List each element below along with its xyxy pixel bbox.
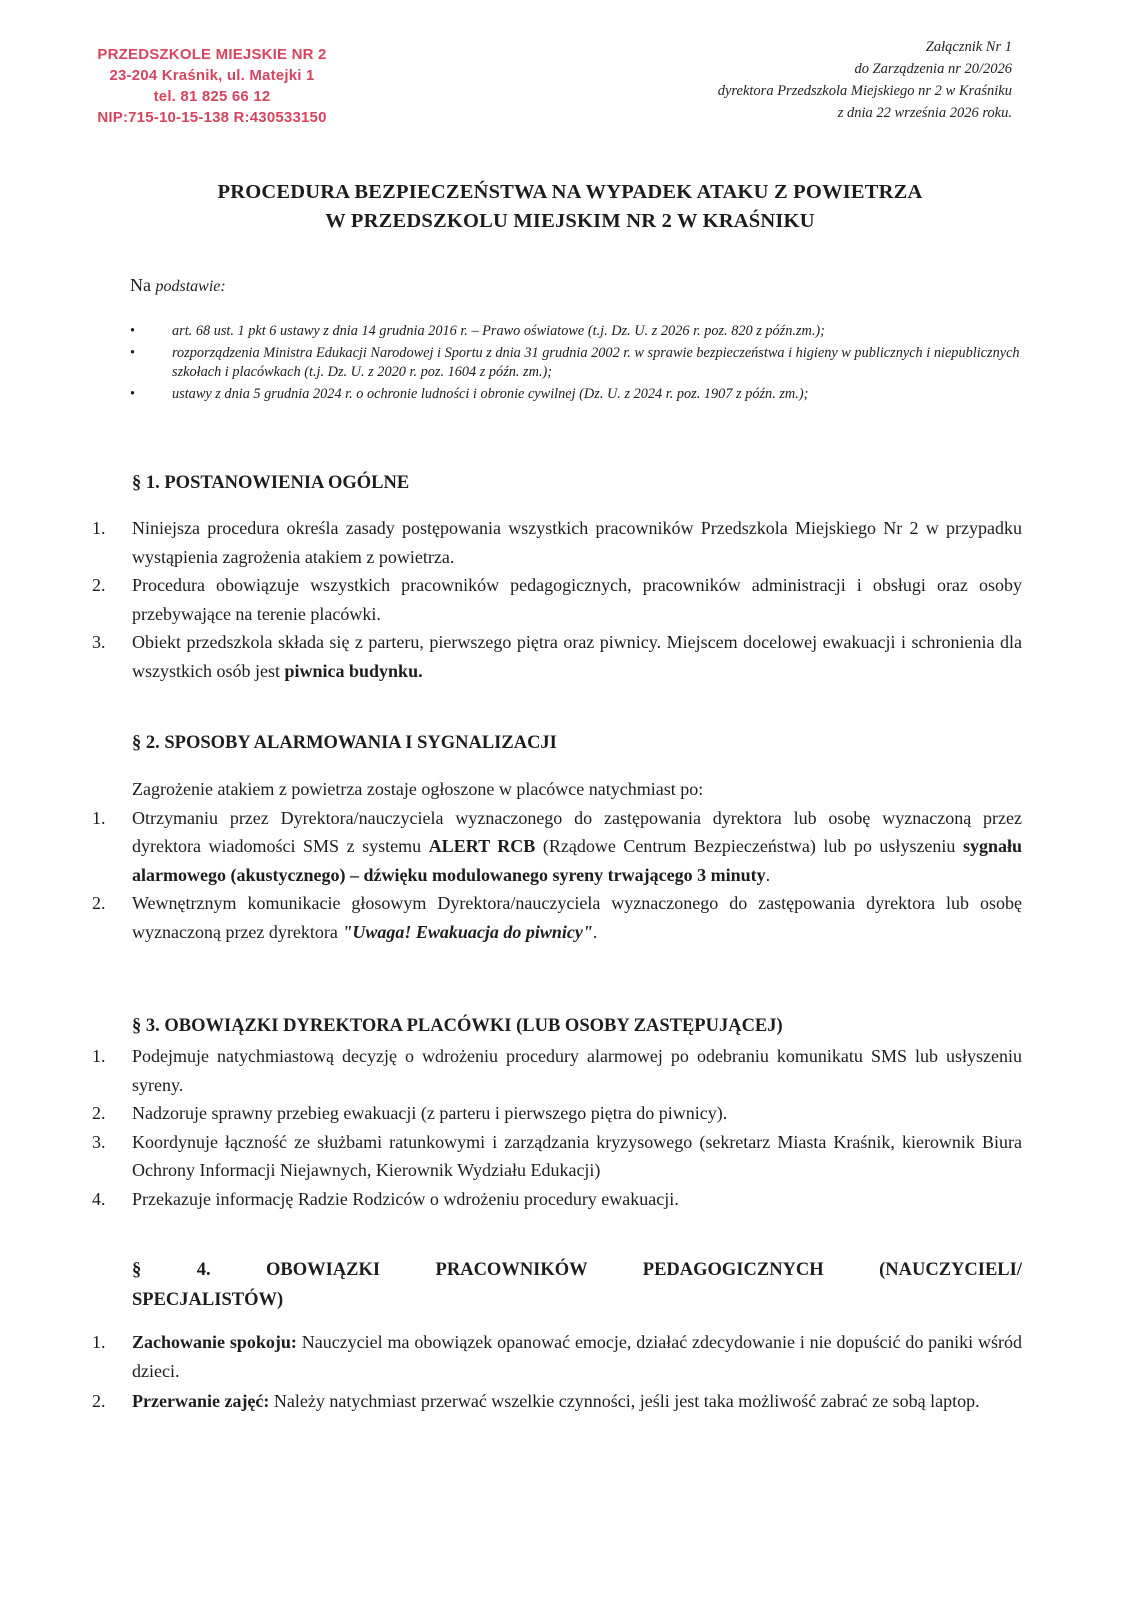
item-text: Procedura obowiązuje wszystkich pracowników pedagogicznych, pracowników administracji i obsługi oraz osoby przebywające na terenie placówki. [132, 575, 1022, 624]
section-2-item [92, 889, 1022, 946]
item-number: 1. [92, 518, 106, 538]
section-2-item [92, 804, 1022, 890]
item-text: . [765, 864, 771, 885]
legal-basis-label [130, 275, 226, 296]
section-4-item [92, 1387, 1022, 1416]
item-text: Nauczyciel ma obowiązek opanować emocje, działać zdecydowanie i nie dopuścić do paniki wśród dzieci. [132, 1332, 1022, 1381]
item-text-bold: sygnału alarmowego (akustycznego) – dźwięku modulowanego syreny trwającego 3 minuty [132, 836, 1022, 885]
item-number: 1. [92, 1332, 106, 1352]
section-4-item [92, 1328, 1022, 1385]
item-text: Otrzymaniu przez Dyrektora/nauczyciela wyznaczonego do zastępowania dyrektora lub osobę wyznaczoną przez dyrektora wiadomości SMS z systemu [132, 807, 1022, 856]
item-number: 1. [92, 807, 106, 828]
section-1-item [92, 514, 1022, 571]
annex-note [552, 36, 1012, 124]
section-1-heading: § 1. POSTANOWIENIA OGÓLNE [132, 473, 410, 493]
section-3-item [92, 1185, 1022, 1214]
item-text: Nadzoruje sprawny przebieg ewakuacji (z parteru i pierwszego piętra do piwnicy). [132, 1103, 728, 1123]
annex-line-2: do Zarządzenia nr 20/2026 [854, 61, 1012, 77]
section-3-item [92, 1128, 1022, 1185]
item-text: Koordynuje łączność ze służbami ratunkowymi i zarządzania kryzysowego (sekretarz Miasta Kraśnik, kierownik Biura Ochrony Informacji Niejawnych, Kierownik Wydziału Edukacji) [132, 1131, 1022, 1180]
item-number: 2. [92, 893, 106, 913]
item-text: Niniejsza procedura określa zasady postępowania wszystkich pracowników Przedszkola Miejskiego Nr 2 w przypadku wystąpienia zagrożenia atakiem z powietrza. [132, 518, 1022, 567]
legal-basis-item: • rozporządzenia Ministra Edukacji Narodowej i Sportu z dnia 31 grudnia 2002 r. w sprawie bezpieczeństwa i higieny w publicznych i niepublicznych szkołach i placówkach (t.j. Dz. U. z 2020 r. poz. 1604 z późn. zm.); [130, 344, 1020, 382]
section-4-heading-line-1: § 4. OBOWIĄZKI PRACOWNIKÓW PEDAGOGICZNYCH (NAUCZYCIELI/ [132, 1260, 1022, 1280]
item-text: Przekazuje informację Radzie Rodziców o wdrożeniu procedury ewakuacji. [132, 1188, 679, 1209]
item-text-bold-italic: "Uwaga! Ewakuacja do piwnicy" [342, 921, 593, 942]
annex-line-3: dyrektora Przedszkola Miejskiego nr 2 w Kraśniku [717, 83, 1012, 99]
document-title [110, 178, 1030, 236]
item-text-bold: Zachowanie spokoju: [132, 1332, 297, 1352]
section-3-heading: § 3. OBOWIĄZKI DYREKTORA PLACÓWKI (LUB OSOBY ZASTĘPUJĄCEJ) [132, 1016, 783, 1036]
item-number: 2. [92, 1391, 106, 1411]
section-3-body [92, 1042, 1022, 1213]
section-1-item [92, 571, 1022, 628]
legal-basis-label-na: Na [130, 275, 151, 295]
item-text: . [592, 921, 598, 942]
item-number: 3. [92, 632, 106, 652]
section-2-intro: Zagrożenie atakiem z powietrza zostaje ogłoszone w placówce natychmiast po: [132, 779, 704, 799]
section-1-body [92, 514, 1022, 685]
item-text: Obiekt przedszkola składa się z parteru, pierwszego piętra oraz piwnicy. Miejscem docelowej ewakuacji i schronienia dla wszystkich osób jest [132, 632, 1022, 681]
legal-basis-item: • art. 68 ust. 1 pkt 6 ustawy z dnia 14 grudnia 2016 r. – Prawo oświatowe (t.j. Dz. U. z 2026 r. poz. 820 z późn.zm.); [130, 322, 1020, 341]
legal-basis-label-rest: podstawie: [155, 278, 226, 295]
item-number: 2. [92, 1103, 106, 1123]
stamp-line-phone: tel. 81 825 66 12 [153, 88, 271, 105]
stamp-line-name: PRZEDSZKOLE MIEJSKIE NR 2 [97, 46, 327, 63]
item-number: 2. [92, 575, 106, 595]
section-4-heading [132, 1255, 1022, 1315]
institution-stamp [62, 44, 362, 128]
item-number: 4. [92, 1188, 106, 1209]
annex-line-4: z dnia 22 września 2026 roku. [837, 105, 1012, 121]
stamp-line-nip: NIP:715-10-15-138 R:430533150 [97, 109, 327, 126]
item-text-bold: piwnica budynku. [284, 660, 423, 681]
section-2-body [92, 775, 1022, 946]
item-text: Należy natychmiast przerwać wszelkie czynności, jeśli jest taka możliwość zabrać ze sobą laptop. [269, 1391, 980, 1411]
section-4-body [92, 1328, 1022, 1416]
stamp-line-address: 23-204 Kraśnik, ul. Matejki 1 [109, 67, 315, 84]
item-text-bold: Przerwanie zajęć: [132, 1391, 270, 1411]
item-number: 1. [92, 1046, 106, 1066]
item-text: Wewnętrznym komunikacie głosowym Dyrektora/nauczyciela wyznaczonego do zastępowania dyrektora lub osobę wyznaczoną przez dyrektora [132, 893, 1022, 942]
legal-basis-item: • ustawy z dnia 5 grudnia 2024 r. o ochronie ludności i obronie cywilnej (Dz. U. z 2024 r. poz. 1907 z późn. zm.); [130, 385, 1020, 404]
annex-line-1: Załącznik Nr 1 [925, 39, 1012, 55]
title-line-2: W PRZEDSZKOLU MIEJSKIM NR 2 W KRAŚNIKU [325, 210, 815, 232]
section-4-heading-line-2: SPECJALISTÓW) [132, 1290, 284, 1310]
title-line-1: PROCEDURA BEZPIECZEŃSTWA NA WYPADEK ATAKU Z POWIETRZA [217, 181, 923, 203]
section-3-item [92, 1042, 1022, 1099]
section-3-item [92, 1099, 1022, 1128]
item-text-bold: ALERT RCB [428, 836, 536, 856]
item-text: (Rządowe Centrum Bezpieczeństwa) lub po usłyszeniu [535, 836, 963, 856]
section-1-item [92, 628, 1022, 685]
item-number: 3. [92, 1131, 106, 1152]
legal-basis-list [130, 322, 1020, 407]
item-text: Podejmuje natychmiastową decyzję o wdrożeniu procedury alarmowej po odebraniu komunikatu SMS lub usłyszeniu syreny. [132, 1046, 1022, 1095]
section-2-heading: § 2. SPOSOBY ALARMOWANIA I SYGNALIZACJI [132, 733, 557, 753]
